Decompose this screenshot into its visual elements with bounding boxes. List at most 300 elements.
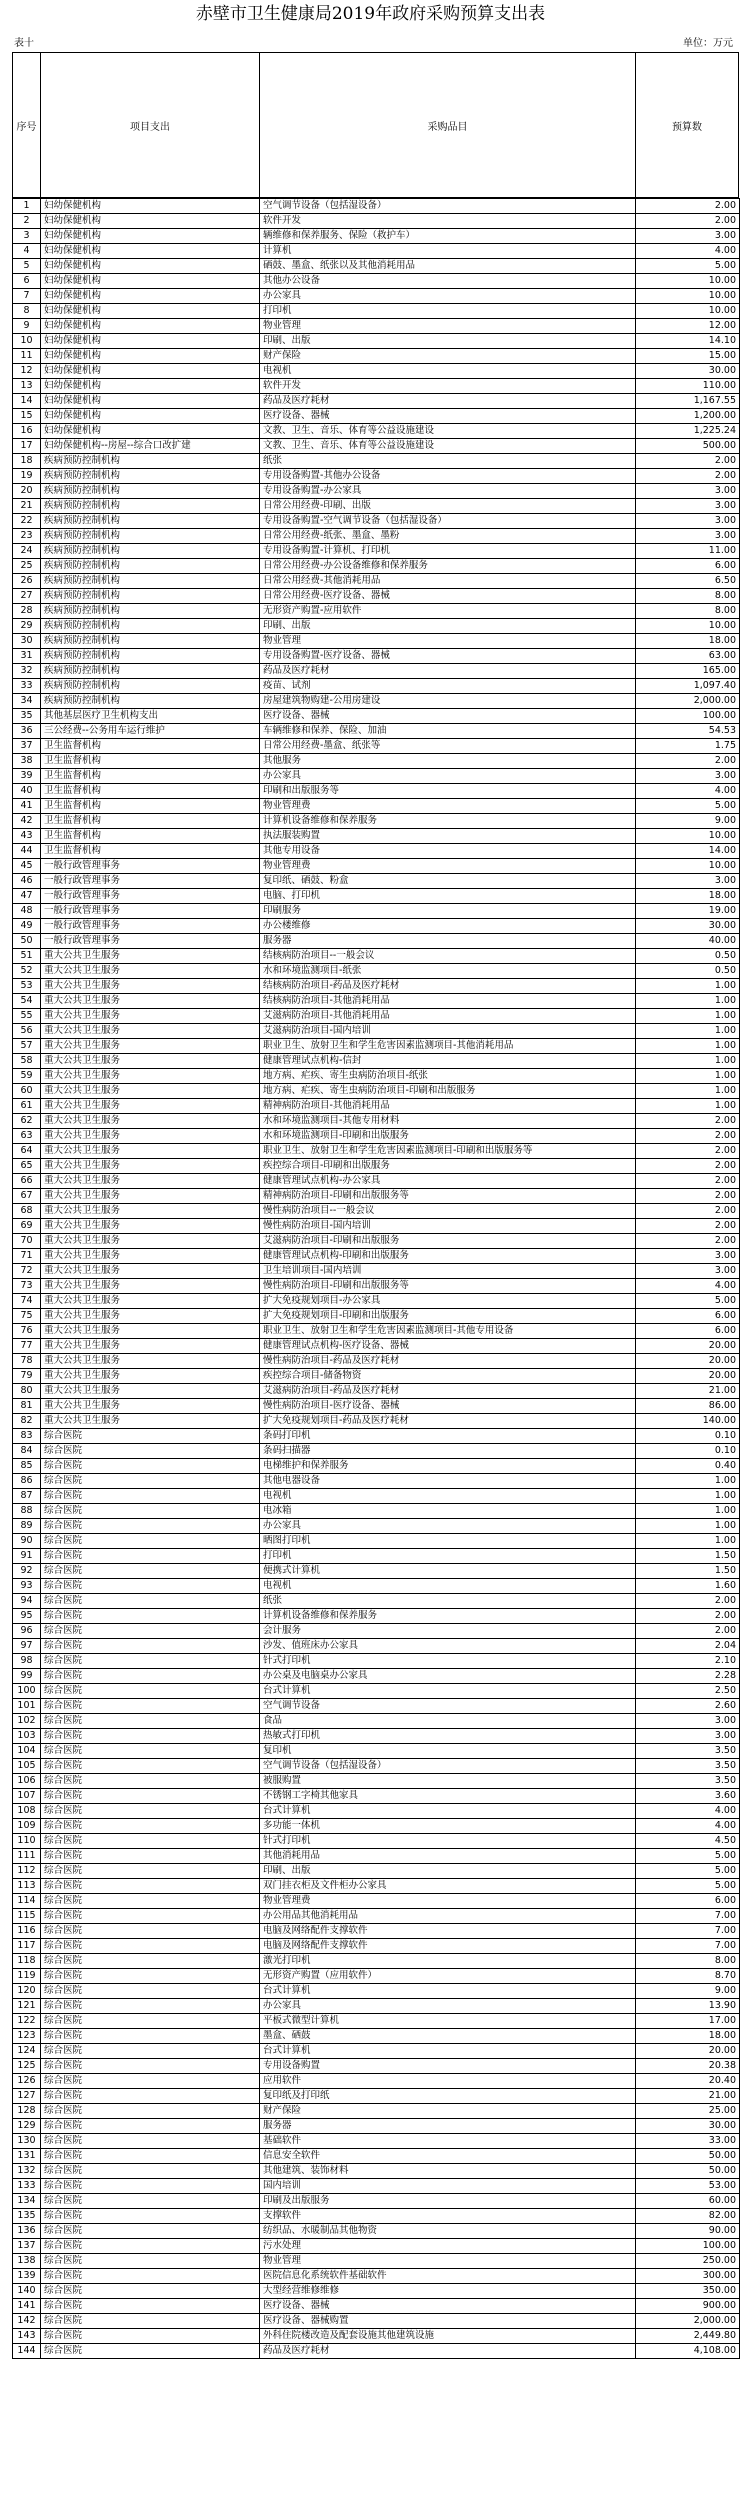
row-no: 118 — [13, 1954, 41, 1969]
row-item: 空气调节设备 — [260, 1699, 636, 1714]
row-no: 104 — [13, 1744, 41, 1759]
table-row — [13, 214, 740, 229]
header-no: 序号 — [13, 53, 41, 198]
row-project: 综合医院 — [41, 2239, 260, 2254]
row-project: 重大公共卫生服务 — [41, 1234, 260, 1249]
row-budget: 0.40 — [636, 1459, 740, 1474]
row-item: 计算机 — [260, 244, 636, 259]
row-item: 激光打印机 — [260, 1954, 636, 1969]
row-budget: 2.00 — [636, 1609, 740, 1624]
row-item: 扩大免疫规划项目-药品及医疗耗材 — [260, 1414, 636, 1429]
row-budget: 21.00 — [636, 1384, 740, 1399]
row-budget: 3.00 — [636, 229, 740, 244]
row-no: 17 — [13, 439, 41, 454]
row-budget: 3.00 — [636, 1729, 740, 1744]
table-row — [13, 2254, 740, 2269]
row-item: 慢性病防治项目-药品及医疗耗材 — [260, 1354, 636, 1369]
row-item: 慢性病防治项目-印刷和出版服务等 — [260, 1279, 636, 1294]
row-no: 62 — [13, 1114, 41, 1129]
table-row — [13, 349, 740, 364]
row-no: 66 — [13, 1174, 41, 1189]
row-budget: 8.00 — [636, 1954, 740, 1969]
row-no: 91 — [13, 1549, 41, 1564]
row-budget: 8.00 — [636, 604, 740, 619]
table-row — [13, 559, 740, 574]
row-item: 车辆维修和保养、保险、加油 — [260, 724, 636, 739]
row-budget: 4.00 — [636, 1279, 740, 1294]
row-project: 卫生监督机构 — [41, 754, 260, 769]
row-budget: 25.00 — [636, 2104, 740, 2119]
row-no: 124 — [13, 2044, 41, 2059]
row-project: 综合医院 — [41, 1684, 260, 1699]
row-no: 52 — [13, 964, 41, 979]
row-no: 43 — [13, 829, 41, 844]
row-project: 综合医院 — [41, 2149, 260, 2164]
row-item: 计算机设备维修和保养服务 — [260, 1609, 636, 1624]
row-project: 综合医院 — [41, 2044, 260, 2059]
row-budget: 90.00 — [636, 2224, 740, 2239]
row-item: 财产保险 — [260, 349, 636, 364]
row-project: 综合医院 — [41, 2224, 260, 2239]
row-project: 疾病预防控制机构 — [41, 559, 260, 574]
row-project: 妇幼保健机构 — [41, 379, 260, 394]
row-item: 电冰箱 — [260, 1504, 636, 1519]
row-budget: 20.38 — [636, 2059, 740, 2074]
row-no: 38 — [13, 754, 41, 769]
row-project: 综合医院 — [41, 1489, 260, 1504]
row-project: 重大公共卫生服务 — [41, 964, 260, 979]
row-project: 综合医院 — [41, 2074, 260, 2089]
row-project: 综合医院 — [41, 2194, 260, 2209]
row-no: 12 — [13, 364, 41, 379]
table-row — [13, 1084, 740, 1099]
row-item: 疾控综合项目-储备物资 — [260, 1369, 636, 1384]
row-item: 支撑软件 — [260, 2209, 636, 2224]
row-item: 慢性病防治项目--一般会议 — [260, 1204, 636, 1219]
row-project: 重大公共卫生服务 — [41, 1099, 260, 1114]
row-project: 综合医院 — [41, 1894, 260, 1909]
row-budget: 82.00 — [636, 2209, 740, 2224]
row-no: 10 — [13, 334, 41, 349]
row-project: 妇幼保健机构 — [41, 244, 260, 259]
header-budget: 预算数 — [636, 53, 739, 198]
row-no: 132 — [13, 2164, 41, 2179]
table-row — [13, 934, 740, 949]
row-item: 办公楼维修 — [260, 919, 636, 934]
row-budget: 1,167.55 — [636, 394, 740, 409]
row-no: 32 — [13, 664, 41, 679]
table-row — [13, 1219, 740, 1234]
table-row — [13, 2104, 740, 2119]
row-item: 日常公用经费-纸张、墨盒、墨粉 — [260, 529, 636, 544]
row-no: 78 — [13, 1354, 41, 1369]
table-row — [13, 1009, 740, 1024]
table-label: 表十 — [14, 38, 34, 49]
row-budget: 6.00 — [636, 1894, 740, 1909]
row-no: 135 — [13, 2209, 41, 2224]
table-row — [13, 769, 740, 784]
row-no: 109 — [13, 1819, 41, 1834]
table-row — [13, 634, 740, 649]
row-project: 综合医院 — [41, 1504, 260, 1519]
table-row — [13, 1759, 740, 1774]
table-row — [13, 1729, 740, 1744]
row-no: 8 — [13, 304, 41, 319]
row-item: 空气调节设备（包括湿设备） — [260, 199, 636, 214]
row-budget: 5.00 — [636, 1864, 740, 1879]
row-no: 100 — [13, 1684, 41, 1699]
row-no: 123 — [13, 2029, 41, 2044]
row-project: 重大公共卫生服务 — [41, 1414, 260, 1429]
row-item: 复印纸、硒鼓、粉盒 — [260, 874, 636, 889]
row-item: 办公桌及电脑桌办公家具 — [260, 1669, 636, 1684]
row-project: 重大公共卫生服务 — [41, 1249, 260, 1264]
row-budget: 2,000.00 — [636, 694, 740, 709]
table-row — [13, 1504, 740, 1519]
table-row — [13, 1069, 740, 1084]
row-project: 综合医院 — [41, 1984, 260, 1999]
table-row — [13, 244, 740, 259]
row-no: 137 — [13, 2239, 41, 2254]
row-item: 印刷服务 — [260, 904, 636, 919]
row-budget: 10.00 — [636, 829, 740, 844]
row-item: 慢性病防治项目-国内培训 — [260, 1219, 636, 1234]
row-item: 艾滋病防治项目-药品及医疗耗材 — [260, 1384, 636, 1399]
row-no: 86 — [13, 1474, 41, 1489]
row-no: 120 — [13, 1984, 41, 1999]
table-row — [13, 394, 740, 409]
row-project: 卫生监督机构 — [41, 814, 260, 829]
table-row — [13, 1189, 740, 1204]
row-project: 疾病预防控制机构 — [41, 604, 260, 619]
row-project: 综合医院 — [41, 1714, 260, 1729]
row-budget: 0.10 — [636, 1444, 740, 1459]
row-project: 妇幼保健机构 — [41, 289, 260, 304]
row-project: 重大公共卫生服务 — [41, 1339, 260, 1354]
row-project: 综合医院 — [41, 1654, 260, 1669]
row-item: 扩大免疫规划项目-印刷和出版服务 — [260, 1309, 636, 1324]
row-project: 综合医院 — [41, 1864, 260, 1879]
row-item: 办公家具 — [260, 1519, 636, 1534]
row-item: 艾滋病防治项目-其他消耗用品 — [260, 1009, 636, 1024]
row-project: 重大公共卫生服务 — [41, 1264, 260, 1279]
row-item: 其他办公设备 — [260, 274, 636, 289]
row-no: 19 — [13, 469, 41, 484]
table-row — [13, 589, 740, 604]
row-item: 物业管理 — [260, 319, 636, 334]
table-row — [13, 499, 740, 514]
row-no: 31 — [13, 649, 41, 664]
row-project: 综合医院 — [41, 1669, 260, 1684]
row-project: 重大公共卫生服务 — [41, 1129, 260, 1144]
row-item: 墨盒、硒鼓 — [260, 2029, 636, 2044]
row-project: 综合医院 — [41, 1699, 260, 1714]
row-project: 疾病预防控制机构 — [41, 574, 260, 589]
row-budget: 2.00 — [636, 1159, 740, 1174]
row-item: 便携式计算机 — [260, 1564, 636, 1579]
row-budget: 2.00 — [636, 469, 740, 484]
row-project: 重大公共卫生服务 — [41, 1144, 260, 1159]
row-project: 综合医院 — [41, 1879, 260, 1894]
table-row — [13, 379, 740, 394]
row-no: 65 — [13, 1159, 41, 1174]
row-item: 大型经营维修维修 — [260, 2284, 636, 2299]
row-no: 93 — [13, 1579, 41, 1594]
row-no: 99 — [13, 1669, 41, 1684]
row-no: 107 — [13, 1789, 41, 1804]
row-budget: 9.00 — [636, 1984, 740, 1999]
row-project: 一般行政管理事务 — [41, 934, 260, 949]
row-item: 台式计算机 — [260, 1984, 636, 1999]
row-item: 日常公用经费-墨盒、纸张等 — [260, 739, 636, 754]
row-project: 综合医院 — [41, 2014, 260, 2029]
row-no: 13 — [13, 379, 41, 394]
row-item: 台式计算机 — [260, 1804, 636, 1819]
row-budget: 500.00 — [636, 439, 740, 454]
table-row — [13, 319, 740, 334]
row-item: 电视机 — [260, 1489, 636, 1504]
row-budget: 10.00 — [636, 619, 740, 634]
row-budget: 11.00 — [636, 544, 740, 559]
row-budget: 110.00 — [636, 379, 740, 394]
row-project: 妇幼保健机构 — [41, 364, 260, 379]
row-project: 重大公共卫生服务 — [41, 1114, 260, 1129]
table-row — [13, 1834, 740, 1849]
table-row — [13, 529, 740, 544]
row-no: 15 — [13, 409, 41, 424]
row-project: 重大公共卫生服务 — [41, 1024, 260, 1039]
row-project: 卫生监督机构 — [41, 844, 260, 859]
table-row — [13, 1429, 740, 1444]
row-no: 25 — [13, 559, 41, 574]
row-item: 针式打印机 — [260, 1654, 636, 1669]
row-project: 疾病预防控制机构 — [41, 694, 260, 709]
row-budget: 9.00 — [636, 814, 740, 829]
row-budget: 14.00 — [636, 844, 740, 859]
table-row — [13, 979, 740, 994]
table-row — [13, 454, 740, 469]
row-project: 疾病预防控制机构 — [41, 589, 260, 604]
row-project: 综合医院 — [41, 1834, 260, 1849]
row-project: 疾病预防控制机构 — [41, 529, 260, 544]
table-row — [13, 1114, 740, 1129]
row-item: 日常公用经费-其他消耗用品 — [260, 574, 636, 589]
table-row — [13, 1054, 740, 1069]
table-row — [13, 439, 740, 454]
table-row — [13, 1804, 740, 1819]
row-no: 83 — [13, 1429, 41, 1444]
row-budget: 10.00 — [636, 289, 740, 304]
table-row — [13, 1309, 740, 1324]
row-no: 89 — [13, 1519, 41, 1534]
table-row — [13, 799, 740, 814]
row-budget: 18.00 — [636, 2029, 740, 2044]
table-row — [13, 1534, 740, 1549]
row-no: 112 — [13, 1864, 41, 1879]
row-item: 计算机设备维修和保养服务 — [260, 814, 636, 829]
row-budget: 2.00 — [636, 1204, 740, 1219]
row-project: 一般行政管理事务 — [41, 859, 260, 874]
row-item: 复印纸及打印纸 — [260, 2089, 636, 2104]
row-item: 食品 — [260, 1714, 636, 1729]
row-project: 综合医院 — [41, 2119, 260, 2134]
row-budget: 100.00 — [636, 2239, 740, 2254]
row-budget: 4.00 — [636, 1804, 740, 1819]
row-budget: 3.50 — [636, 1774, 740, 1789]
row-item: 财产保险 — [260, 2104, 636, 2119]
row-budget: 3.00 — [636, 1264, 740, 1279]
row-item: 健康管理试点机构-信封 — [260, 1054, 636, 1069]
row-no: 95 — [13, 1609, 41, 1624]
row-no: 30 — [13, 634, 41, 649]
row-project: 重大公共卫生服务 — [41, 1399, 260, 1414]
table-header — [12, 52, 739, 198]
row-project: 疾病预防控制机构 — [41, 484, 260, 499]
row-item: 晒图打印机 — [260, 1534, 636, 1549]
row-budget: 6.00 — [636, 559, 740, 574]
row-item: 艾滋病防治项目-国内培训 — [260, 1024, 636, 1039]
row-item: 艾滋病防治项目-印刷和出版服务 — [260, 1234, 636, 1249]
row-project: 疾病预防控制机构 — [41, 664, 260, 679]
table-row — [13, 2344, 740, 2359]
row-budget: 1.00 — [636, 994, 740, 1009]
row-no: 110 — [13, 1834, 41, 1849]
row-project: 三公经费--公务用车运行维护 — [41, 724, 260, 739]
row-project: 综合医院 — [41, 1624, 260, 1639]
row-no: 126 — [13, 2074, 41, 2089]
row-no: 60 — [13, 1084, 41, 1099]
row-budget: 50.00 — [636, 2149, 740, 2164]
row-project: 疾病预防控制机构 — [41, 514, 260, 529]
row-project: 综合医院 — [41, 1954, 260, 1969]
row-budget: 1.00 — [636, 1069, 740, 1084]
row-project: 重大公共卫生服务 — [41, 949, 260, 964]
row-item: 办公家具 — [260, 769, 636, 784]
row-item: 办公家具 — [260, 1999, 636, 2014]
row-project: 综合医院 — [41, 1579, 260, 1594]
row-no: 136 — [13, 2224, 41, 2239]
row-no: 125 — [13, 2059, 41, 2074]
row-budget: 30.00 — [636, 2119, 740, 2134]
row-budget: 1.00 — [636, 1054, 740, 1069]
row-item: 不锈钢工字椅其他家具 — [260, 1789, 636, 1804]
row-budget: 17.00 — [636, 2014, 740, 2029]
row-budget: 100.00 — [636, 709, 740, 724]
row-item: 空气调节设备（包括湿设备） — [260, 1759, 636, 1774]
table-row — [13, 904, 740, 919]
row-budget: 60.00 — [636, 2194, 740, 2209]
row-budget: 4.00 — [636, 784, 740, 799]
table-row — [13, 289, 740, 304]
row-item: 医院信息化系统软件基础软件 — [260, 2269, 636, 2284]
row-budget: 1,097.40 — [636, 679, 740, 694]
table-row — [13, 1459, 740, 1474]
row-no: 44 — [13, 844, 41, 859]
row-project: 综合医院 — [41, 1924, 260, 1939]
table-row — [13, 829, 740, 844]
row-project: 重大公共卫生服务 — [41, 1369, 260, 1384]
row-item: 多功能一体机 — [260, 1819, 636, 1834]
row-no: 114 — [13, 1894, 41, 1909]
row-no: 138 — [13, 2254, 41, 2269]
row-no: 130 — [13, 2134, 41, 2149]
row-budget: 2.00 — [636, 199, 740, 214]
row-item: 慢性病防治项目-医疗设备、器械 — [260, 1399, 636, 1414]
row-item: 污水处理 — [260, 2239, 636, 2254]
row-budget: 54.53 — [636, 724, 740, 739]
row-project: 疾病预防控制机构 — [41, 619, 260, 634]
row-budget: 20.00 — [636, 1354, 740, 1369]
row-budget: 6.00 — [636, 1324, 740, 1339]
row-budget: 1.00 — [636, 1504, 740, 1519]
row-no: 4 — [13, 244, 41, 259]
table-row — [13, 424, 740, 439]
row-budget: 2.00 — [636, 1189, 740, 1204]
row-project: 疾病预防控制机构 — [41, 634, 260, 649]
row-budget: 40.00 — [636, 934, 740, 949]
row-project: 一般行政管理事务 — [41, 874, 260, 889]
row-item: 医疗设备、器械 — [260, 709, 636, 724]
table-row — [13, 1234, 740, 1249]
table-row — [13, 619, 740, 634]
row-no: 37 — [13, 739, 41, 754]
row-item: 日常公用经费-医疗设备、器械 — [260, 589, 636, 604]
row-item: 会计服务 — [260, 1624, 636, 1639]
table-row — [13, 2224, 740, 2239]
row-budget: 1.00 — [636, 1519, 740, 1534]
row-no: 27 — [13, 589, 41, 604]
row-no: 142 — [13, 2314, 41, 2329]
row-item: 专用设备购置-空气调节设备（包括湿设备） — [260, 514, 636, 529]
row-no: 58 — [13, 1054, 41, 1069]
row-item: 文教、卫生、音乐、体育等公益设施建设 — [260, 424, 636, 439]
budget-table — [12, 198, 740, 2359]
table-row — [13, 1174, 740, 1189]
row-no: 88 — [13, 1504, 41, 1519]
row-item: 服务器 — [260, 2119, 636, 2134]
table-row — [13, 1369, 740, 1384]
row-no: 45 — [13, 859, 41, 874]
row-budget: 4,108.00 — [636, 2344, 740, 2359]
row-no: 108 — [13, 1804, 41, 1819]
table-row — [13, 1654, 740, 1669]
row-budget: 140.00 — [636, 1414, 740, 1429]
row-project: 综合医院 — [41, 2104, 260, 2119]
row-budget: 63.00 — [636, 649, 740, 664]
row-project: 重大公共卫生服务 — [41, 1084, 260, 1099]
row-budget: 20.40 — [636, 2074, 740, 2089]
row-no: 39 — [13, 769, 41, 784]
table-row — [13, 844, 740, 859]
row-item: 热敏式打印机 — [260, 1729, 636, 1744]
row-project: 重大公共卫生服务 — [41, 1159, 260, 1174]
table-row — [13, 274, 740, 289]
row-no: 3 — [13, 229, 41, 244]
row-project: 妇幼保健机构 — [41, 319, 260, 334]
table-row — [13, 364, 740, 379]
row-item: 文教、卫生、音乐、体育等公益设施建设 — [260, 439, 636, 454]
row-project: 卫生监督机构 — [41, 799, 260, 814]
row-no: 9 — [13, 319, 41, 334]
row-item: 专用设备购置 — [260, 2059, 636, 2074]
row-project: 综合医院 — [41, 1639, 260, 1654]
row-budget: 250.00 — [636, 2254, 740, 2269]
row-budget: 3.00 — [636, 1249, 740, 1264]
row-item: 地方病、疟疾、寄生虫病防治项目-纸张 — [260, 1069, 636, 1084]
row-no: 57 — [13, 1039, 41, 1054]
row-item: 印刷、出版 — [260, 334, 636, 349]
row-item: 纺织品、水暖制品其他物资 — [260, 2224, 636, 2239]
